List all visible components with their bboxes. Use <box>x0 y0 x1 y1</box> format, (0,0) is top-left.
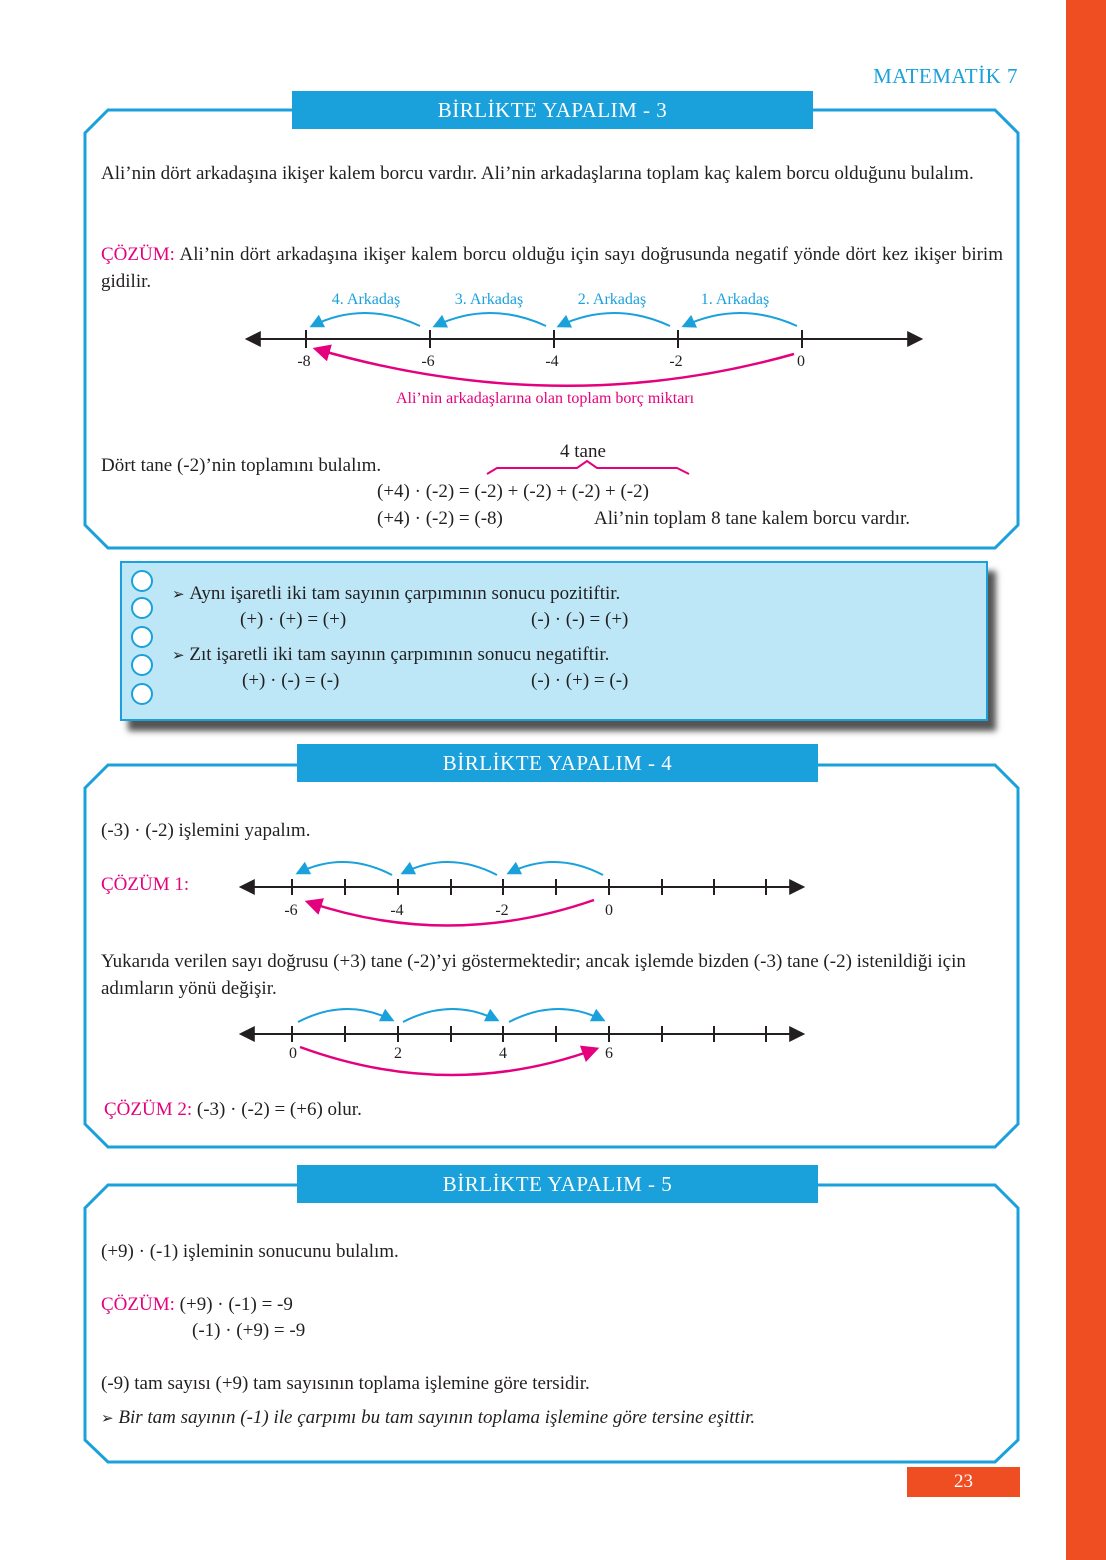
sum-intro: Dört tane (-2)’nin toplamını bulalım. <box>101 455 382 476</box>
step-arrow-2 <box>559 313 670 326</box>
section5-equation-2: (-1) · (+9) = -9 <box>192 1320 306 1341</box>
step-arrow-1 <box>684 313 797 326</box>
section4-problem-text: (-3) · (-2) işlemini yapalım. <box>101 820 311 841</box>
page-header-title: MATEMATİK 7 <box>873 64 1018 88</box>
brace <box>485 460 695 480</box>
tick-label: -6 <box>284 902 298 919</box>
section5-rule: ➢ Bir tam sayının (-1) ile çarpımı bu tam sayının toplama işlemine göre tersine eşittir. <box>101 1407 756 1428</box>
section4-banner: BİRLİKTE YAPALIM - 4 <box>297 744 818 782</box>
bullet-arrow-icon: ➢ <box>172 585 190 603</box>
tick-label: -6 <box>421 353 435 370</box>
section4-solution1-label: ÇÖZÜM 1: <box>101 874 190 895</box>
conclusion-text: Ali’nin toplam 8 tane kalem borcu vardır. <box>594 508 911 529</box>
tick-label: 0 <box>797 353 805 370</box>
section3-solution-text: Ali’nin dört arkadaşına ikişer kalem borcu olduğu için sayı doğrusunda negatif yönde dört kez ikişer birim gidilir. <box>101 244 1003 292</box>
binder-ring <box>131 683 153 705</box>
binder-ring <box>131 626 153 648</box>
tick-label: -8 <box>297 353 311 370</box>
bullet-arrow-icon: ➢ <box>101 1409 119 1427</box>
rule-1-example-b: (-) · (-) = (+) <box>531 609 629 630</box>
binder-ring <box>131 597 153 619</box>
section5-problem-text: (+9) · (-1) işleminin sonucunu bulalım. <box>101 1241 399 1262</box>
section4-explanation: Yukarıda verilen sayı doğrusu (+3) tane (-2)’yi göstermektedir; ancak işlemde bizden (-3) tane (-2) istenildiği için adımların yönü değişir. <box>101 951 966 999</box>
page-number: 23 <box>907 1467 1020 1497</box>
tick-label: 2 <box>394 1045 402 1062</box>
section3-solution-label: ÇÖZÜM: <box>101 244 175 265</box>
equation-1: (+4) · (-2) = (-2) + (-2) + (-2) + (-2) <box>377 481 649 502</box>
bullet-arrow-icon: ➢ <box>172 646 190 664</box>
total-arrow <box>300 1047 596 1075</box>
step-arrow <box>509 1009 603 1022</box>
tick-label: -4 <box>545 353 559 370</box>
section5-solution-label: ÇÖZÜM: <box>101 1294 175 1315</box>
rule-1: ➢ Aynı işaretli iki tam sayının çarpımının sonucu pozitiftir. <box>172 583 621 604</box>
equation-2: (+4) · (-2) = (-8) <box>377 508 503 529</box>
number-line-section3 <box>0 0 1066 420</box>
rule-2: ➢ Zıt işaretli iki tam sayının çarpımının sonucu negatiftir. <box>172 644 610 665</box>
step-arrow-4 <box>312 313 420 326</box>
brace-label: 4 tane <box>560 441 606 462</box>
step-arrow-3 <box>435 313 546 326</box>
section4-solution2 <box>104 1096 362 1123</box>
section3-banner: BİRLİKTE YAPALIM - 3 <box>292 91 813 129</box>
step-arrow <box>403 1009 497 1022</box>
arrow-label-friend-1: 1. Arkadaş <box>700 291 770 308</box>
rule-1-example-a: (+) · (+) = (+) <box>240 609 347 630</box>
arrow-label-friend-2: 2. Arkadaş <box>577 291 647 308</box>
tick-label: -2 <box>495 902 509 919</box>
tick-label: 6 <box>605 1045 613 1062</box>
tick-label: -4 <box>390 902 404 919</box>
tick-label: 0 <box>289 1045 297 1062</box>
total-debt-label: Ali’nin arkadaşlarına olan toplam borç miktarı <box>395 390 695 407</box>
total-arrow <box>308 900 594 926</box>
step-arrow <box>298 1009 392 1022</box>
section4-solution2-label: ÇÖZÜM 2: <box>104 1099 193 1120</box>
arrow-label-friend-4: 4. Arkadaş <box>331 291 401 308</box>
binder-ring <box>131 654 153 676</box>
rule-2-example-a: (+) · (-) = (-) <box>242 670 340 691</box>
section4-solution2-text: (-3) · (-2) = (+6) olur. <box>192 1099 362 1120</box>
section5-solution <box>101 1291 293 1318</box>
arrow-label-friend-3: 3. Arkadaş <box>454 291 524 308</box>
section3-problem-text: Ali’nin dört arkadaşına ikişer kalem borcu vardır. Ali’nin arkadaşlarına toplam kaç kalem borcu olduğunu bulalım. <box>101 163 974 184</box>
tick-label: -2 <box>669 353 683 370</box>
section5-note: (-9) tam sayısı (+9) tam sayısının toplama işlemine göre tersidir. <box>101 1373 590 1394</box>
step-arrow <box>298 862 392 875</box>
section5-banner: BİRLİKTE YAPALIM - 5 <box>297 1165 818 1203</box>
tick-label: 0 <box>605 902 613 919</box>
section5-equation-1: (+9) · (-1) = -9 <box>174 1294 293 1315</box>
step-arrow <box>403 862 497 875</box>
binder-ring <box>131 570 153 592</box>
rule-2-example-b: (-) · (+) = (-) <box>531 670 629 691</box>
step-arrow <box>509 862 603 875</box>
tick-label: 4 <box>499 1045 507 1062</box>
